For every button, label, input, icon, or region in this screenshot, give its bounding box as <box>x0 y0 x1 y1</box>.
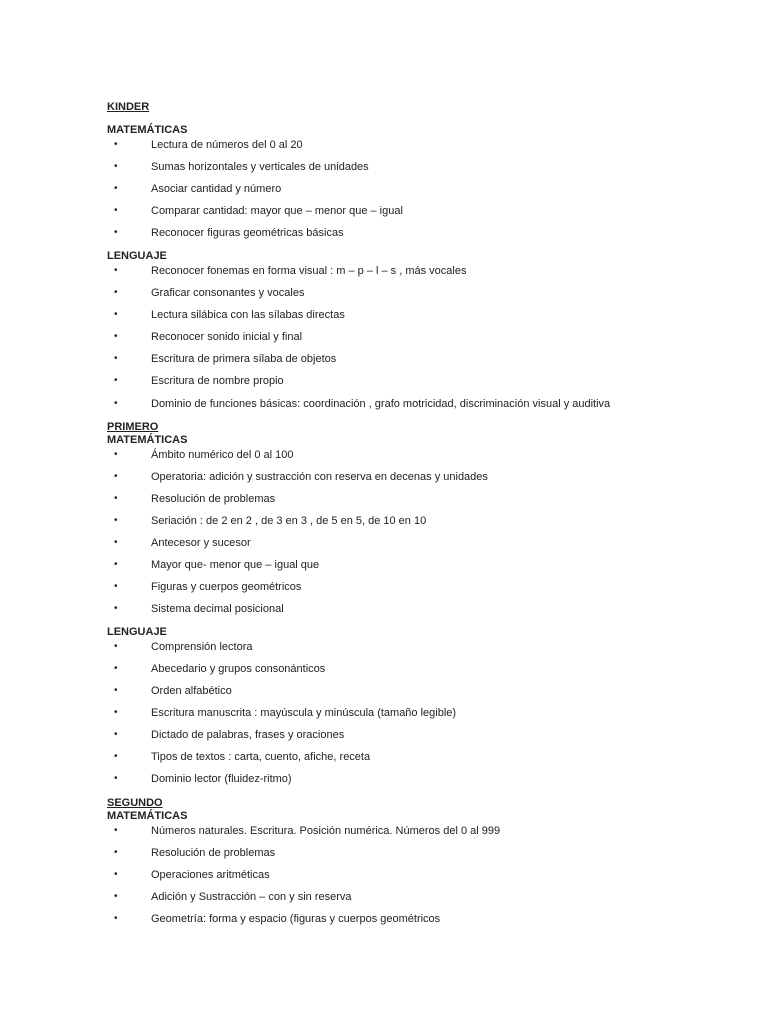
list-item-text: Asociar cantidad y número <box>151 183 282 195</box>
list-item-text: Comprensión lectora <box>151 641 253 653</box>
grade-heading-kinder: KINDER <box>107 101 150 113</box>
list-item <box>0 772 768 788</box>
list-item-text: Lectura silábica con las sílabas directas <box>151 309 345 321</box>
list-item-text: Reconocer figuras geométricas básicas <box>151 227 344 239</box>
list-item <box>0 330 768 346</box>
list-item-text: Escritura de primera sílaba de objetos <box>151 353 337 365</box>
bullet: • <box>114 663 118 674</box>
list-item-text: Graficar consonantes y vocales <box>151 287 305 299</box>
bullet: • <box>114 641 118 652</box>
list-item <box>0 138 768 154</box>
list-item-text: Sumas horizontales y verticales de unidades <box>151 161 369 173</box>
list-item-text: Orden alfabético <box>151 685 232 697</box>
list-item <box>0 846 768 862</box>
list-item <box>0 580 768 596</box>
bullet: • <box>114 825 118 836</box>
list-item <box>0 514 768 530</box>
list-item <box>0 662 768 678</box>
list-item <box>0 470 768 486</box>
list-item-text: Lectura de números del 0 al 20 <box>151 139 303 151</box>
list-item-text: Reconocer fonemas en forma visual : m – p – l – s , más vocales <box>151 265 467 277</box>
list-item <box>0 264 768 280</box>
bullet: • <box>114 685 118 696</box>
list-item-text: Dominio lector (fluidez-ritmo) <box>151 773 292 785</box>
bullet: • <box>114 869 118 880</box>
list-item <box>0 374 768 390</box>
bullet: • <box>114 205 118 216</box>
list-item <box>0 492 768 508</box>
list-item-text: Adición y Sustracción – con y sin reserva <box>151 891 352 903</box>
bullet: • <box>114 331 118 342</box>
bullet: • <box>114 227 118 238</box>
list-item-text: Escritura manuscrita : mayúscula y minúscula (tamaño legible) <box>151 707 457 719</box>
list-item <box>0 352 768 368</box>
bullet: • <box>114 471 118 482</box>
bullet: • <box>114 287 118 298</box>
bullet: • <box>114 729 118 740</box>
grade-heading-primero: PRIMERO <box>107 421 159 433</box>
list-item-text: Mayor que- menor que – igual que <box>151 559 320 571</box>
bullet: • <box>114 398 118 409</box>
bullet: • <box>114 707 118 718</box>
list-item <box>0 706 768 722</box>
subject-heading-matematicas: MATEMÁTICAS <box>107 124 188 136</box>
list-item-text: Dominio de funciones básicas: coordinación , grafo motricidad, discriminación visual y auditiva <box>151 398 611 410</box>
list-item <box>0 824 768 840</box>
list-item <box>0 868 768 884</box>
list-item-text: Figuras y cuerpos geométricos <box>151 581 302 593</box>
list-item <box>0 397 768 413</box>
bullet: • <box>114 537 118 548</box>
list-item <box>0 602 768 618</box>
list-item-text: Resolución de problemas <box>151 847 276 859</box>
bullet: • <box>114 161 118 172</box>
list-item-text: Antecesor y sucesor <box>151 537 251 549</box>
bullet: • <box>114 183 118 194</box>
bullet: • <box>114 751 118 762</box>
list-item <box>0 684 768 700</box>
list-item <box>0 558 768 574</box>
list-item <box>0 308 768 324</box>
list-item <box>0 890 768 906</box>
subject-heading-lenguaje: LENGUAJE <box>107 626 167 638</box>
bullet: • <box>114 603 118 614</box>
bullet: • <box>114 375 118 386</box>
list-item <box>0 448 768 464</box>
list-item <box>0 226 768 242</box>
list-item-text: Operaciones aritméticas <box>151 869 270 881</box>
subject-heading-matematicas: MATEMÁTICAS <box>107 810 188 822</box>
bullet: • <box>114 559 118 570</box>
bullet: • <box>114 353 118 364</box>
list-item-text: Escritura de nombre propio <box>151 375 284 387</box>
subject-heading-matematicas: MATEMÁTICAS <box>107 434 188 446</box>
list-item <box>0 182 768 198</box>
bullet: • <box>114 847 118 858</box>
bullet: • <box>114 493 118 504</box>
list-item <box>0 536 768 552</box>
list-item-text: Sistema decimal posicional <box>151 603 284 615</box>
bullet: • <box>114 581 118 592</box>
list-item <box>0 286 768 302</box>
list-item-text: Geometría: forma y espacio (figuras y cuerpos geométricos <box>151 913 441 925</box>
list-item <box>0 728 768 744</box>
bullet: • <box>114 139 118 150</box>
list-item <box>0 640 768 656</box>
bullet: • <box>114 309 118 320</box>
list-item <box>0 750 768 766</box>
list-item <box>0 204 768 220</box>
list-item-text: Reconocer sonido inicial y final <box>151 331 303 343</box>
bullet: • <box>114 773 118 784</box>
bullet: • <box>114 265 118 276</box>
list-item-text: Números naturales. Escritura. Posición numérica. Números del 0 al 999 <box>151 825 501 837</box>
list-item-text: Resolución de problemas <box>151 493 276 505</box>
list-item-text: Operatoria: adición y sustracción con reserva en decenas y unidades <box>151 471 488 483</box>
list-item-text: Dictado de palabras, frases y oraciones <box>151 729 345 741</box>
subject-heading-lenguaje: LENGUAJE <box>107 250 167 262</box>
bullet: • <box>114 913 118 924</box>
grade-heading-segundo: SEGUNDO <box>107 797 163 809</box>
list-item-text: Comparar cantidad: mayor que – menor que – igual <box>151 205 403 217</box>
list-item-text: Tipos de textos : carta, cuento, afiche, receta <box>151 751 371 763</box>
list-item-text: Ámbito numérico del 0 al 100 <box>151 449 294 461</box>
list-item-text: Seriación : de 2 en 2 , de 3 en 3 , de 5 en 5, de 10 en 10 <box>151 515 427 527</box>
list-item <box>0 912 768 928</box>
list-item-text: Abecedario y grupos consonánticos <box>151 663 326 675</box>
list-item <box>0 160 768 176</box>
bullet: • <box>114 891 118 902</box>
bullet: • <box>114 515 118 526</box>
bullet: • <box>114 449 118 460</box>
